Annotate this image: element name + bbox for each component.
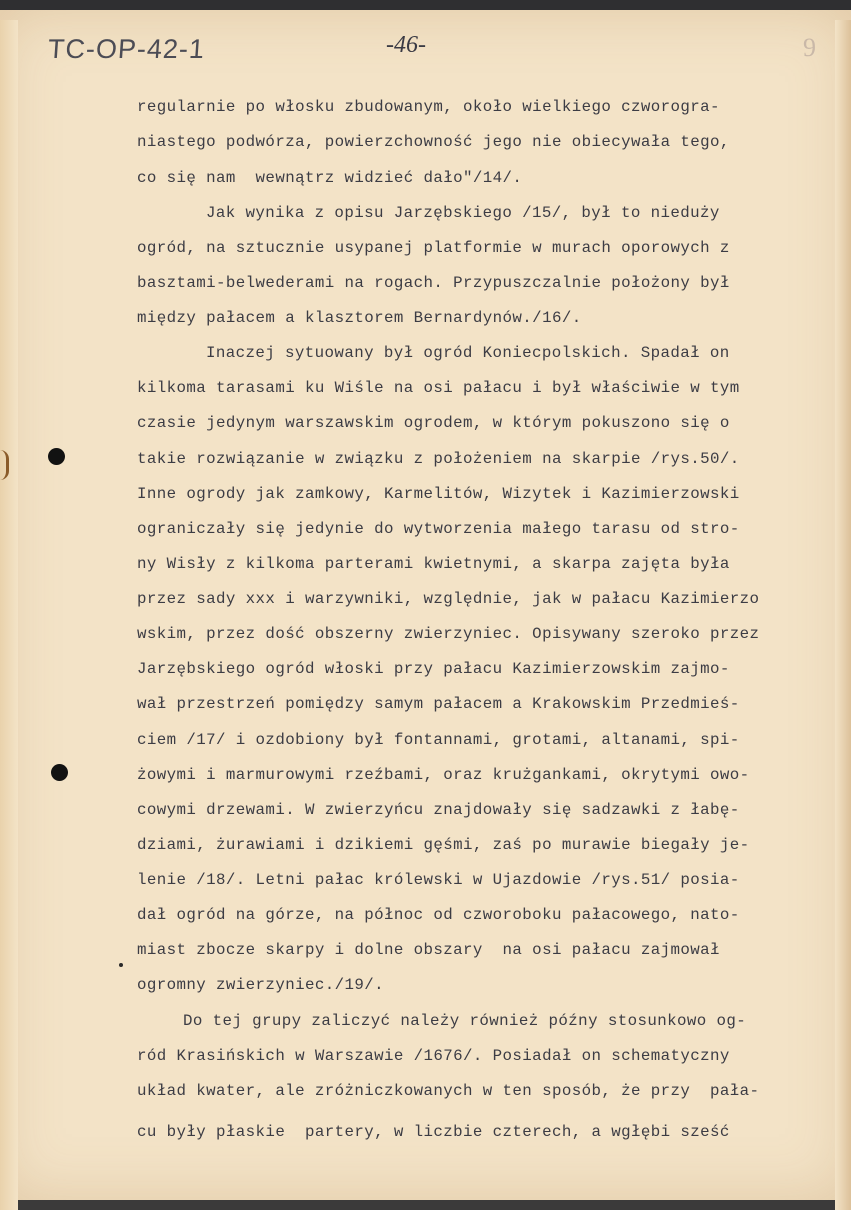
punch-hole-bottom [51,764,68,781]
text-line: basztami-belwederami na rogach. Przypuszczalnie położony był [137,274,730,292]
text-line: ograniczały się jedynie do wytworzenia małego tarasu od stro- [137,520,740,538]
reference-code: TC-OP-42-1 [46,34,207,64]
text-line: ogród, na sztucznie usypanej platformie w murach oporowych z [137,239,730,257]
text-line: miast zbocze skarpy i dolne obszary na osi pałacu zajmował [137,941,720,959]
text-line: co się nam wewnątrz widzieć dało"/14/. [137,169,523,187]
punch-hole-top [48,448,65,465]
ink-dot [119,963,123,967]
text-line: regularnie po włosku zbudowanym, około wielkiego czworogra- [137,98,720,116]
text-line: kilkoma tarasami ku Wiśle na osi pałacu i był właściwie w tym [137,379,740,397]
text-line: dziami, żurawiami i dzikiemi gęśmi, zaś po murawie biegały je- [137,836,750,854]
text-line: ród Krasińskich w Warszawie /1676/. Posiadał on schematyczny [137,1047,730,1065]
page-number: -46- [386,32,426,58]
text-line: układ kwater, ale zróżniczkowanych w ten sposób, że przy pała- [137,1082,760,1100]
page-right-edge [835,20,851,1210]
text-line: przez sady xxx i warzywniki, względnie, jak w pałacu Kazimierzo [137,590,760,608]
text-line: dał ogród na górze, na północ od czworoboku pałacowego, nato- [137,906,740,924]
text-line: lenie /18/. Letni pałac królewski w Ujazdowie /rys.51/ posia- [137,871,740,889]
scanner-border [0,0,851,10]
edge-mark [0,450,9,480]
text-line: cowymi drzewami. W zwierzyńcu znajdowały się sadzawki z łabę- [137,801,740,819]
text-line: wał przestrzeń pomiędzy samym pałacem a Krakowskim Przedmieś- [137,695,740,713]
text-line: Inaczej sytuowany był ogród Koniecpolskich. Spadał on [206,344,730,362]
corner-number: 9 [803,33,816,62]
text-line: takie rozwiązanie w związku z położeniem na skarpie /rys.50/. [137,450,740,468]
text-line: Do tej grupy zaliczyć należy również późny stosunkowo og- [183,1012,747,1030]
text-line: Jarzębskiego ogród włoski przy pałacu Kazimierzowskim zajmo- [137,660,730,678]
text-line: czasie jedynym warszawskim ogrodem, w którym pokuszono się o [137,414,730,432]
text-line: Jak wynika z opisu Jarzębskiego /15/, był to nieduży [206,204,720,222]
text-line: ogromny zwierzyniec./19/. [137,976,384,994]
text-line: ny Wisły z kilkoma parterami kwietnymi, a skarpa zajęta była [137,555,730,573]
page-left-edge [0,20,18,1210]
text-line: wskim, przez dość obszerny zwierzyniec. Opisywany szeroko przez [137,625,760,643]
text-line: Inne ogrody jak zamkowy, Karmelitów, Wizytek i Kazimierzowski [137,485,740,503]
text-line: żowymi i marmurowymi rzeźbami, oraz krużgankami, okrytymi owo- [137,766,750,784]
text-line: cu były płaskie partery, w liczbie czterech, a wgłębi sześć [137,1123,730,1141]
text-line: ciem /17/ i ozdobiony był fontannami, grotami, altanami, spi- [137,731,740,749]
text-line: między pałacem a klasztorem Bernardynów./16/. [137,309,582,327]
text-line: niastego podwórza, powierzchowność jego nie obiecywała tego, [137,133,730,151]
